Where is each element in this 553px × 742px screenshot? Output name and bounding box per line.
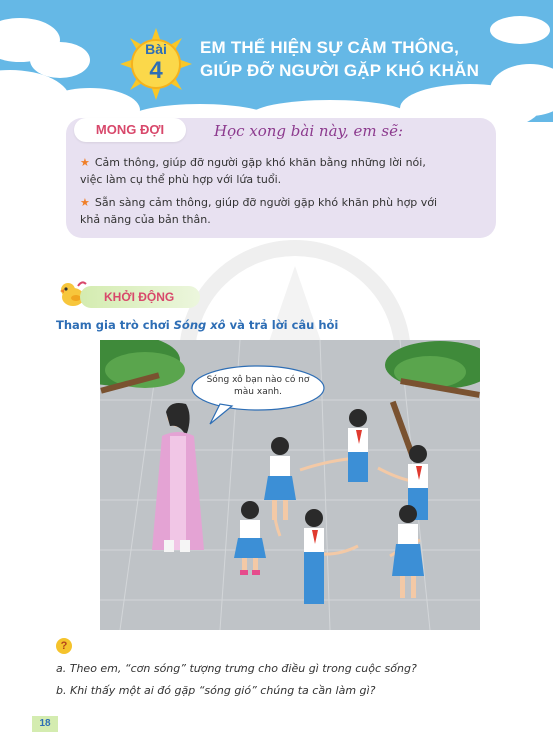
instruction-text-after: và trả lời câu hỏi: [225, 318, 339, 332]
question-badge-icon: ?: [56, 638, 72, 654]
instruction-game-name: Sóng xô: [173, 318, 226, 332]
section-label: KHỞI ĐỘNG: [104, 290, 175, 304]
expectation-item-2-line1: Sẵn sàng cảm thông, giúp đỡ người gặp khó khăn phù hợp với: [94, 196, 438, 209]
lesson-word: Bài: [145, 41, 167, 57]
lesson-number-badge: [120, 40, 192, 84]
question-a: a. Theo em, “cơn sóng” tượng trưng cho điều gì trong cuộc sống?: [56, 662, 417, 675]
expectation-item: [80, 194, 476, 228]
activity-instruction: [56, 318, 338, 332]
lesson-title: [200, 36, 540, 82]
expectation-item-1-line2: việc làm cụ thể phù hợp với lứa tuổi.: [80, 173, 282, 186]
star-bullet-icon: ★: [80, 196, 90, 209]
speech-bubble-text: Sóng xô bạn nào có nơ màu xanh.: [206, 375, 310, 397]
lesson-title-line2: GIÚP ĐỠ NGƯỜI GẶP KHÓ KHĂN: [200, 61, 480, 80]
expectation-item: [80, 154, 476, 188]
lesson-number: 4: [149, 57, 163, 84]
page-number: 18: [32, 716, 58, 732]
expectation-item-2-line2: khả năng của bản thân.: [80, 213, 211, 226]
lesson-title-line1: EM THỂ HIỆN SỰ CẢM THÔNG,: [200, 38, 459, 57]
instruction-text-before: Tham gia trò chơi: [56, 318, 174, 332]
expectations-tag: MONG ĐỢI: [74, 118, 186, 142]
question-b: b. Khi thấy một ai đó gặp “sóng gió” chúng ta cần làm gì?: [56, 684, 376, 697]
expectation-item-1-line1: Cảm thông, giúp đỡ người gặp khó khăn bằng những lời nói,: [94, 156, 426, 169]
star-bullet-icon: ★: [80, 156, 90, 169]
expectations-heading: Học xong bài này, em sẽ:: [214, 122, 404, 140]
